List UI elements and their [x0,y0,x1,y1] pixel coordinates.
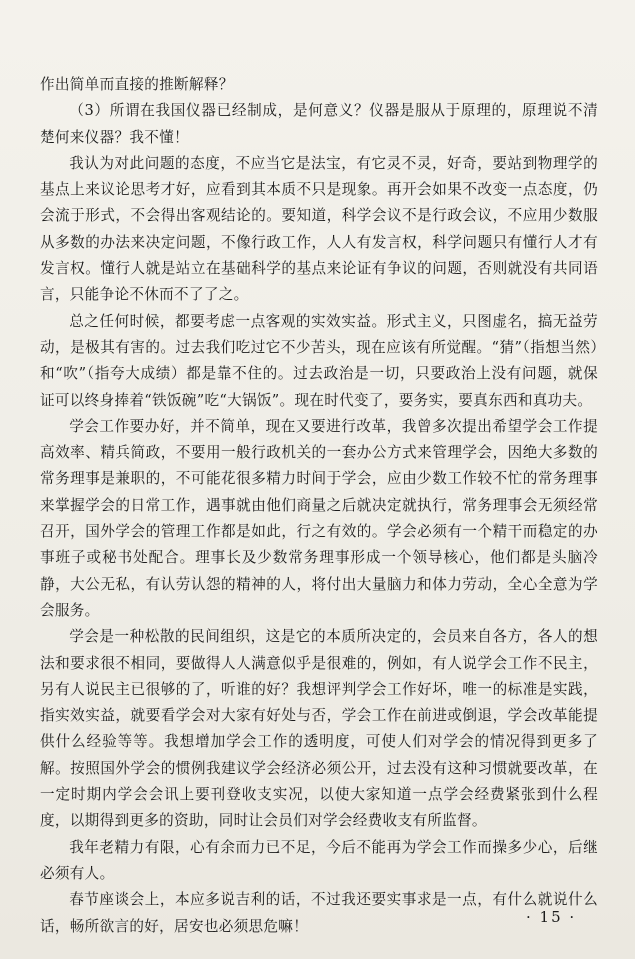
paragraph-6: 学会是一种松散的民间组织，这是它的本质所决定的，会员来自各方，各人的想法和要求很不相同，要做得人人满意似乎是很难的，例如，有人说学会工作不民主，另有人说民主已很够的了，听谁的好？我想评判学会工作好坏，唯一的标准是实践，指实效实益，就要看学会对大家有好处与否，学会工作在前进或倒退，学会改革能提供什么经验等等。我想增加学会工作的透明度，可使人们对学会的情况得到更多了解。按照国外学会的惯例我建议学会经济必须公开，过去没有这种习惯就要改革，在一定时期内学会会讯上要刊登收支实况，以使大家知道一点学会经费紧张到什么程度，以期得到更多的资助，同时让会员们对学会经费收支有所监督。 [40,628,598,830]
paragraph-2: （3）所谓在我国仪器已经制成，是何意义？仪器是服从于原理的，原理说不清楚何来仪器？我不懂！ [40,102,598,146]
paragraph-3: 我认为对此问题的态度，不应当它是法宝，有它灵不灵，好奇，要站到物理学的基点上来议论思考才好，应看到其本质不只是现象。再开会如果不改变一点态度，仍会流于形式，不会得出客观结论的。要知道，科学会议不是行政会议，不应用少数服从多数的办法来决定问题，不像行政工作，人人有发言权，科学问题只有懂行人才有发言权。懂行人就是站立在基础科学的基点来论证有争议的问题，否则就没有共同语言，只能争论不休而不了了之。 [40,154,598,304]
paragraph-5: 学会工作要办好，并不简单，现在又要进行改革，我曾多次提出希望学会工作提高效率、精兵简政，不要用一般行政机关的一套办公方式来管理学会，因绝大多数的常务理事是兼职的，不可能花很多精力时间于学会，应由少数工作较不忙的常务理事来掌握学会的日常工作，遇事就由他们商量之后就决定就执行，常务理事会无须经常召开，国外学会的管理工作都是如此，行之有效的。学会必须有一个精干而稳定的办事班子或秘书处配合。理事长及少数常务理事形成一个领导核心，他们都是头脑冷静，大公无私，有认劳认怨的精神的人，将付出大量脑力和体力劳动，全心全意为学会服务。 [40,417,598,619]
paragraph-4: 总之任何时候，都要考虑一点客观的实效实益。形式主义，只图虚名，搞无益劳动，是极其有害的。过去我们吃过它不少苦头，现在应该有所觉醒。“猜”（指想当然）和“吹”（指夸大成绩）都是靠不住的。过去政治是一切，只要政治上没有问题，就保证可以终身捧着“铁饭碗”吃“大锅饭”。现在时代变了，要务实，要真东西和真功夫。 [40,312,598,409]
paragraph-7: 我年老精力有限，心有余而力已不足，今后不能再为学会工作而操多少心，后继必须有人。 [40,838,598,882]
body-text [40,72,598,940]
paragraph-8: 春节座谈会上，本应多说吉利的话，不过我还要实事求是一点，有什么就说什么话，畅所欲言的好，居安也必须思危嘛！ [40,891,598,935]
paragraph-1: 作出简单而直接的推断解释？ [40,76,234,93]
page-number: · 15 · [526,908,577,926]
